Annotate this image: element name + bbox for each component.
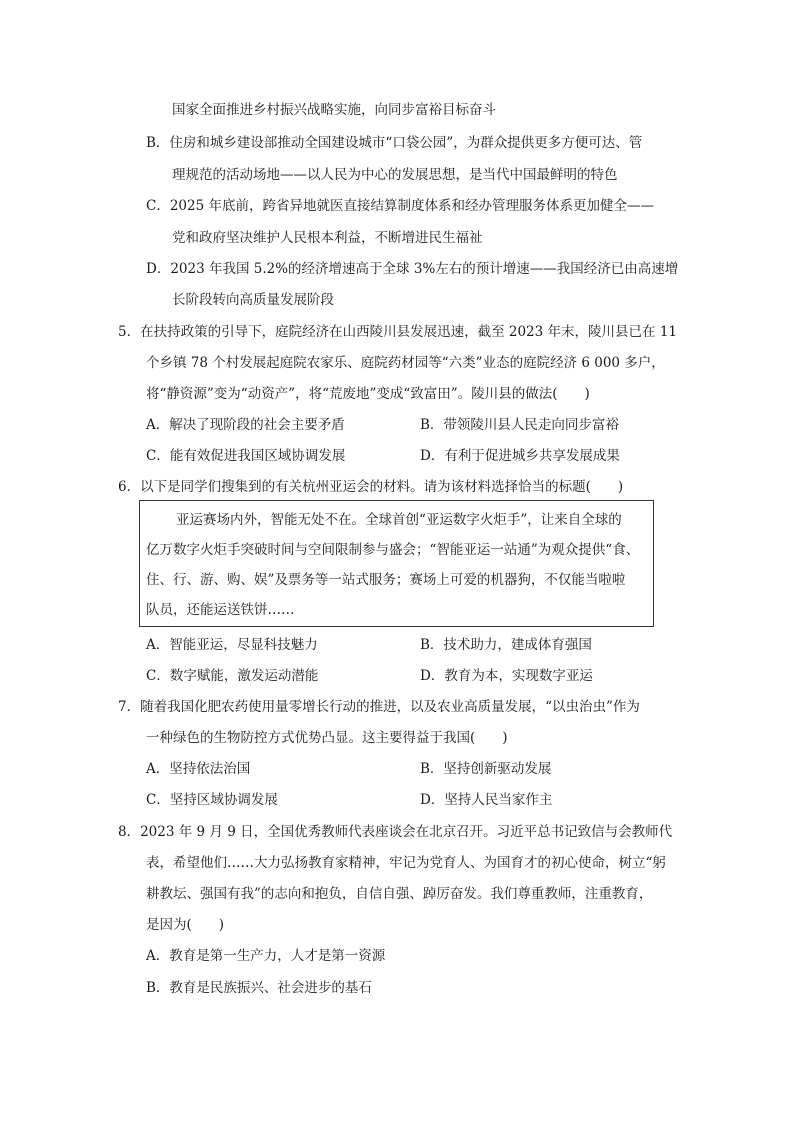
q6-stem: 6．以下是同学们搜集到的有关杭州亚运会的材料。请为该材料选择恰当的标题( ) [118, 479, 624, 495]
q5-stem-line2: 个乡镇 78 个村发展起庭院农家乐、庭院药材园等“六类”业态的庭院经济 6 000 多户， [146, 355, 665, 371]
q7-option-d[interactable]: D．坚持人民当家作主 [420, 792, 553, 808]
q4-option-c-line1: C．2025 年底前，跨省异地就医直接结算制度体系和经办管理服务体系更加健全—— [146, 198, 654, 214]
q4-option-d-line1: D．2023 年我国 5.2%的经济增速高于全球 3%左右的预计增速——我国经济已由高速增 [146, 261, 679, 277]
q7-option-b[interactable]: B．坚持创新驱动发展 [420, 761, 552, 777]
q4-option-b-line1: B．住房和城乡建设部推动全国建设城市“口袋公园”，为群众提供更多方便可达、管 [146, 135, 643, 151]
q7-stem-line2: 一种绿色的生物防控方式优势凸显。这主要得益于我国( ) [146, 730, 508, 746]
q4-option-b-line2: 理规范的活动场地——以人民为中心的发展思想，是当代中国最鲜明的特色 [172, 167, 618, 183]
q5-option-a[interactable]: A．解决了现阶段的社会主要矛盾 [146, 417, 345, 433]
q7-option-a[interactable]: A．坚持依法治国 [146, 761, 251, 777]
q4-option-d-line2: 长阶段转向高质量发展阶段 [172, 292, 334, 308]
q5-option-d[interactable]: D．有利于促进城乡共享发展成果 [420, 448, 620, 464]
q6-option-d[interactable]: D．教育为本，实现数字亚运 [420, 668, 593, 684]
q5-option-b[interactable]: B．带领陵川县人民走向同步富裕 [420, 417, 619, 433]
q4-option-c-line2: 党和政府坚决维护人民根本利益，不断增进民生福祉 [172, 230, 483, 246]
q8-option-a[interactable]: A．教育是第一生产力，人才是第一资源 [146, 948, 386, 964]
q5-stem-line3: 将“静资源”变为“动资产”，将“荒废地”变成“致富田”。陵川县的做法( ) [146, 386, 590, 402]
q8-option-b[interactable]: B．教育是民族振兴、社会进步的基石 [146, 980, 372, 996]
q6-material-line2: 亿万数字火炬手突破时间与空间限制参与盛会；“智能亚运一站通”为观众提供“食、 [146, 542, 640, 558]
q7-option-c[interactable]: C．坚持区域协调发展 [146, 792, 278, 808]
q6-option-a[interactable]: A．智能亚运，尽显科技魅力 [146, 637, 318, 653]
q8-stem-line4: 是因为( ) [146, 917, 225, 933]
q6-material-line4: 队员，还能运送铁饼…… [146, 602, 295, 618]
q6-option-c[interactable]: C．数字赋能，激发运动潜能 [146, 668, 319, 684]
q6-material-line3: 住、行、游、购、娱”及票务等一站式服务；赛场上可爱的机器狗，不仅能当啦啦 [146, 572, 626, 588]
q7-stem-line1: 7．随着我国化肥农药使用量零增长行动的推进，以及农业高质量发展，“以虫治虫”作为 [118, 699, 640, 715]
q5-option-c[interactable]: C．能有效促进我国区域协调发展 [146, 448, 346, 464]
q8-stem-line2: 表，希望他们……大力弘扬教育家精神，牢记为党育人、为国育才的初心使命，树立“躬 [146, 855, 666, 871]
q5-stem-line1: 5．在扶持政策的引导下，庭院经济在山西陵川县发展迅速，截至 2023 年末，陵川县已在 11 [118, 324, 677, 340]
q8-stem-line3: 耕教坛、强国有我”的志向和抱负，自信自强、踔厉奋发。我们尊重教师，注重教育， [146, 886, 653, 902]
q8-stem-line1: 8．2023 年 9 月 9 日，全国优秀教师代表座谈会在北京召开。习近平总书记致信与会教师代 [118, 824, 673, 840]
q6-option-b[interactable]: B．技术助力，建成体育强国 [420, 637, 592, 653]
q6-material-line1: 亚运赛场内外，智能无处不在。全球首创“亚运数字火炬手”，让来自全球的 [176, 512, 622, 528]
q4-option-a-line2: 国家全面推进乡村振兴战略实施，向同步富裕目标奋斗 [172, 102, 496, 118]
